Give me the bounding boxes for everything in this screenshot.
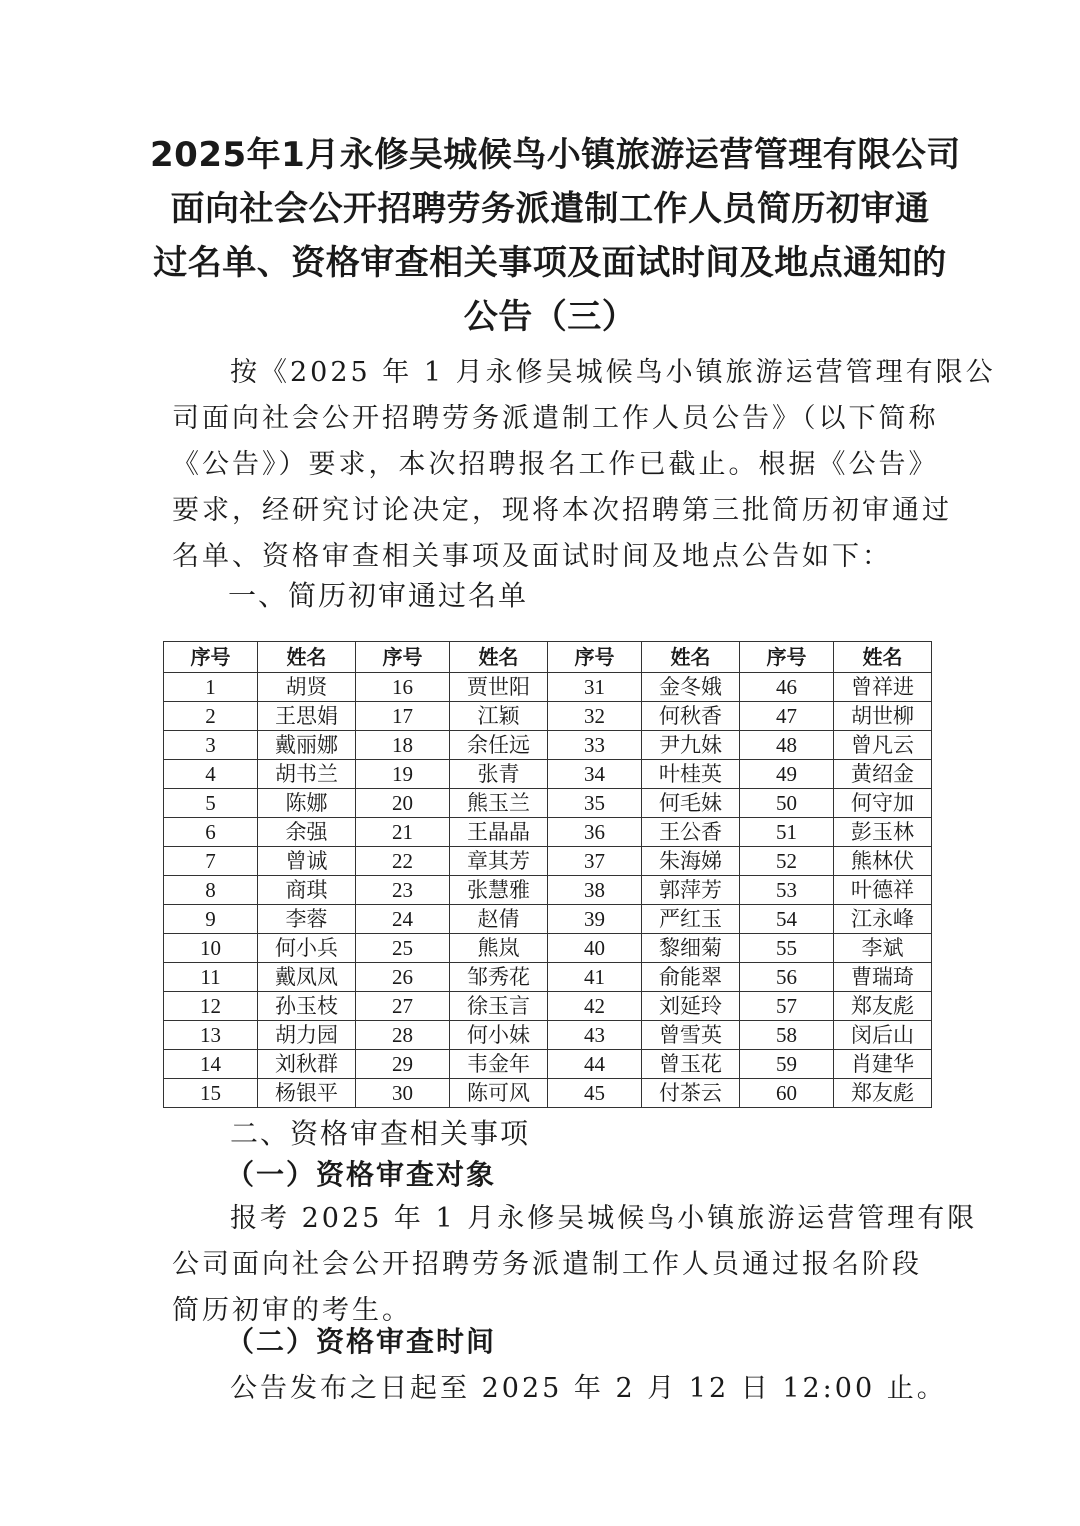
serial-number-cell: 59: [740, 1050, 834, 1079]
candidate-name-cell: 戴丽娜: [258, 731, 356, 760]
table-row: [164, 1050, 932, 1079]
candidate-name-cell: 江永峰: [834, 905, 932, 934]
candidate-name-cell: 江颖: [450, 702, 548, 731]
serial-number-cell: 48: [740, 731, 834, 760]
serial-number-cell: 15: [164, 1079, 258, 1108]
serial-number-cell: 38: [548, 876, 642, 905]
serial-number-cell: 56: [740, 963, 834, 992]
serial-number-cell: 34: [548, 760, 642, 789]
candidate-name-cell: 孙玉枝: [258, 992, 356, 1021]
serial-number-cell: 23: [356, 876, 450, 905]
intro-paragraph: [172, 350, 996, 580]
candidate-name-cell: 郑友彪: [834, 992, 932, 1021]
serial-number-cell: 19: [356, 760, 450, 789]
serial-number-cell: 27: [356, 992, 450, 1021]
serial-number-cell: 51: [740, 818, 834, 847]
serial-number-cell: 8: [164, 876, 258, 905]
candidate-name-cell: 胡力园: [258, 1021, 356, 1050]
serial-number-cell: 41: [548, 963, 642, 992]
candidate-name-cell: 尹九妹: [642, 731, 740, 760]
serial-number-cell: 24: [356, 905, 450, 934]
serial-number-cell: 1: [164, 673, 258, 702]
candidate-name-cell: 胡贤: [258, 673, 356, 702]
candidate-name-cell: 黄绍金: [834, 760, 932, 789]
table-row: [164, 934, 932, 963]
review-target-paragraph: [172, 1196, 978, 1334]
candidate-name-cell: 朱海娣: [642, 847, 740, 876]
table-row: [164, 789, 932, 818]
table-row: [164, 992, 932, 1021]
candidate-name-cell: 曹瑞琦: [834, 963, 932, 992]
header-cell-serial: 序号: [740, 642, 834, 673]
header-cell-serial: 序号: [548, 642, 642, 673]
candidate-name-cell: 王公香: [642, 818, 740, 847]
serial-number-cell: 47: [740, 702, 834, 731]
table-body: [164, 673, 932, 1108]
candidate-name-cell: 金冬娥: [642, 673, 740, 702]
candidate-name-cell: 曾诚: [258, 847, 356, 876]
header-cell-serial: 序号: [164, 642, 258, 673]
serial-number-cell: 50: [740, 789, 834, 818]
paragraph-line: 公司面向社会公开招聘劳务派遣制工作人员通过报名阶段: [172, 1249, 922, 1280]
serial-number-cell: 26: [356, 963, 450, 992]
candidate-name-cell: 何秋香: [642, 702, 740, 731]
serial-number-cell: 44: [548, 1050, 642, 1079]
candidate-name-cell: 陈娜: [258, 789, 356, 818]
serial-number-cell: 57: [740, 992, 834, 1021]
serial-number-cell: 6: [164, 818, 258, 847]
paragraph-line: 公告发布之日起至 2025 年 2 月 12 日 12:00 止。: [230, 1373, 947, 1404]
candidate-name-cell: 曾雪英: [642, 1021, 740, 1050]
candidate-name-cell: 王晶晶: [450, 818, 548, 847]
table-row: [164, 963, 932, 992]
intro-line: 名单、资格审查相关事项及面试时间及地点公告如下：: [172, 541, 892, 572]
candidate-name-cell: 戴凤凤: [258, 963, 356, 992]
serial-number-cell: 49: [740, 760, 834, 789]
serial-number-cell: 52: [740, 847, 834, 876]
table-row: [164, 818, 932, 847]
table-row: [164, 673, 932, 702]
serial-number-cell: 43: [548, 1021, 642, 1050]
serial-number-cell: 40: [548, 934, 642, 963]
serial-number-cell: 55: [740, 934, 834, 963]
candidate-name-cell: 严红玉: [642, 905, 740, 934]
serial-number-cell: 58: [740, 1021, 834, 1050]
header-cell-name: 姓名: [642, 642, 740, 673]
serial-number-cell: 20: [356, 789, 450, 818]
candidate-name-cell: 何毛妹: [642, 789, 740, 818]
serial-number-cell: 2: [164, 702, 258, 731]
serial-number-cell: 46: [740, 673, 834, 702]
candidate-name-cell: 何守加: [834, 789, 932, 818]
passed-candidates-table: [163, 641, 932, 1108]
serial-number-cell: 32: [548, 702, 642, 731]
title-line: 2025年1月永修吴城候鸟小镇旅游运营管理有限公司: [150, 135, 961, 175]
serial-number-cell: 45: [548, 1079, 642, 1108]
candidate-name-cell: 曾凡云: [834, 731, 932, 760]
candidate-name-cell: 熊岚: [450, 934, 548, 963]
serial-number-cell: 14: [164, 1050, 258, 1079]
candidate-name-cell: 王思娟: [258, 702, 356, 731]
serial-number-cell: 10: [164, 934, 258, 963]
serial-number-cell: 11: [164, 963, 258, 992]
candidate-name-cell: 黎细菊: [642, 934, 740, 963]
candidate-name-cell: 熊玉兰: [450, 789, 548, 818]
serial-number-cell: 21: [356, 818, 450, 847]
candidate-name-cell: 付茶云: [642, 1079, 740, 1108]
candidate-name-cell: 邹秀花: [450, 963, 548, 992]
header-cell-name: 姓名: [450, 642, 548, 673]
serial-number-cell: 53: [740, 876, 834, 905]
table-row: [164, 731, 932, 760]
serial-number-cell: 28: [356, 1021, 450, 1050]
serial-number-cell: 35: [548, 789, 642, 818]
review-time-paragraph: [172, 1366, 947, 1412]
serial-number-cell: 36: [548, 818, 642, 847]
section-heading-name-list: 一、简历初审通过名单: [228, 579, 529, 612]
candidate-name-cell: 叶桂英: [642, 760, 740, 789]
candidate-name-cell: 肖建华: [834, 1050, 932, 1079]
candidate-name-cell: 何小妹: [450, 1021, 548, 1050]
candidate-name-cell: 杨银平: [258, 1079, 356, 1108]
candidate-name-cell: 余任远: [450, 731, 548, 760]
candidate-name-cell: 刘延玲: [642, 992, 740, 1021]
header-cell-serial: 序号: [356, 642, 450, 673]
candidate-name-cell: 叶德祥: [834, 876, 932, 905]
title-line: 过名单、资格审查相关事项及面试时间及地点通知的: [153, 243, 947, 283]
serial-number-cell: 25: [356, 934, 450, 963]
table-row: [164, 1079, 932, 1108]
candidate-name-cell: 胡书兰: [258, 760, 356, 789]
serial-number-cell: 30: [356, 1079, 450, 1108]
candidate-name-cell: 张慧雅: [450, 876, 548, 905]
table-row: [164, 702, 932, 731]
candidate-name-cell: 彭玉林: [834, 818, 932, 847]
serial-number-cell: 29: [356, 1050, 450, 1079]
title-line: 公告（三）: [463, 297, 637, 337]
candidate-name-cell: 何小兵: [258, 934, 356, 963]
candidate-name-cell: 郭萍芳: [642, 876, 740, 905]
serial-number-cell: 18: [356, 731, 450, 760]
candidate-name-cell: 郑友彪: [834, 1079, 932, 1108]
candidate-name-cell: 曾祥进: [834, 673, 932, 702]
candidate-name-cell: 徐玉言: [450, 992, 548, 1021]
intro-line: 司面向社会公开招聘劳务派遣制工作人员公告》（以下简称: [172, 403, 939, 434]
serial-number-cell: 16: [356, 673, 450, 702]
candidate-name-cell: 李蓉: [258, 905, 356, 934]
header-cell-name: 姓名: [258, 642, 356, 673]
serial-number-cell: 42: [548, 992, 642, 1021]
serial-number-cell: 12: [164, 992, 258, 1021]
candidate-name-cell: 赵倩: [450, 905, 548, 934]
subheading-review-time: （二）资格审查时间: [226, 1325, 497, 1358]
serial-number-cell: 33: [548, 731, 642, 760]
candidate-name-cell: 商琪: [258, 876, 356, 905]
serial-number-cell: 13: [164, 1021, 258, 1050]
serial-number-cell: 7: [164, 847, 258, 876]
candidate-name-cell: 李斌: [834, 934, 932, 963]
serial-number-cell: 60: [740, 1079, 834, 1108]
candidate-name-cell: 章其芳: [450, 847, 548, 876]
table-row: [164, 1021, 932, 1050]
table-row: [164, 760, 932, 789]
intro-line: 《公告》）要求，本次招聘报名工作已截止。根据《公告》: [172, 449, 939, 480]
candidate-name-cell: 俞能翠: [642, 963, 740, 992]
header-cell-name: 姓名: [834, 642, 932, 673]
section-heading-qualification: 二、资格审查相关事项: [230, 1117, 531, 1150]
table-row: [164, 905, 932, 934]
title-line: 面向社会公开招聘劳务派遣制工作人员简历初审通: [170, 189, 930, 229]
serial-number-cell: 22: [356, 847, 450, 876]
candidate-name-cell: 余强: [258, 818, 356, 847]
subheading-review-target: （一）资格审查对象: [226, 1158, 497, 1191]
serial-number-cell: 3: [164, 731, 258, 760]
candidate-name-cell: 贾世阳: [450, 673, 548, 702]
candidate-name-cell: 胡世柳: [834, 702, 932, 731]
serial-number-cell: 39: [548, 905, 642, 934]
intro-line: 要求，经研究讨论决定，现将本次招聘第三批简历初审通过: [172, 495, 952, 526]
serial-number-cell: 9: [164, 905, 258, 934]
candidate-name-cell: 陈可风: [450, 1079, 548, 1108]
candidate-name-cell: 熊林伏: [834, 847, 932, 876]
paragraph-line: 报考 2025 年 1 月永修吴城候鸟小镇旅游运营管理有限: [230, 1203, 978, 1234]
candidate-name-cell: 韦金年: [450, 1050, 548, 1079]
candidate-name-cell: 张青: [450, 760, 548, 789]
table-row: [164, 847, 932, 876]
paragraph-line: 简历初审的考生。: [172, 1295, 412, 1326]
document-title: [150, 128, 961, 344]
intro-line: 按《2025 年 1 月永修吴城候鸟小镇旅游运营管理有限公: [230, 357, 996, 388]
serial-number-cell: 4: [164, 760, 258, 789]
serial-number-cell: 17: [356, 702, 450, 731]
candidate-name-cell: 闵后山: [834, 1021, 932, 1050]
candidate-name-cell: 刘秋群: [258, 1050, 356, 1079]
serial-number-cell: 5: [164, 789, 258, 818]
candidate-name-cell: 曾玉花: [642, 1050, 740, 1079]
table-row: [164, 876, 932, 905]
serial-number-cell: 31: [548, 673, 642, 702]
serial-number-cell: 37: [548, 847, 642, 876]
table-header-row: [164, 642, 932, 673]
serial-number-cell: 54: [740, 905, 834, 934]
